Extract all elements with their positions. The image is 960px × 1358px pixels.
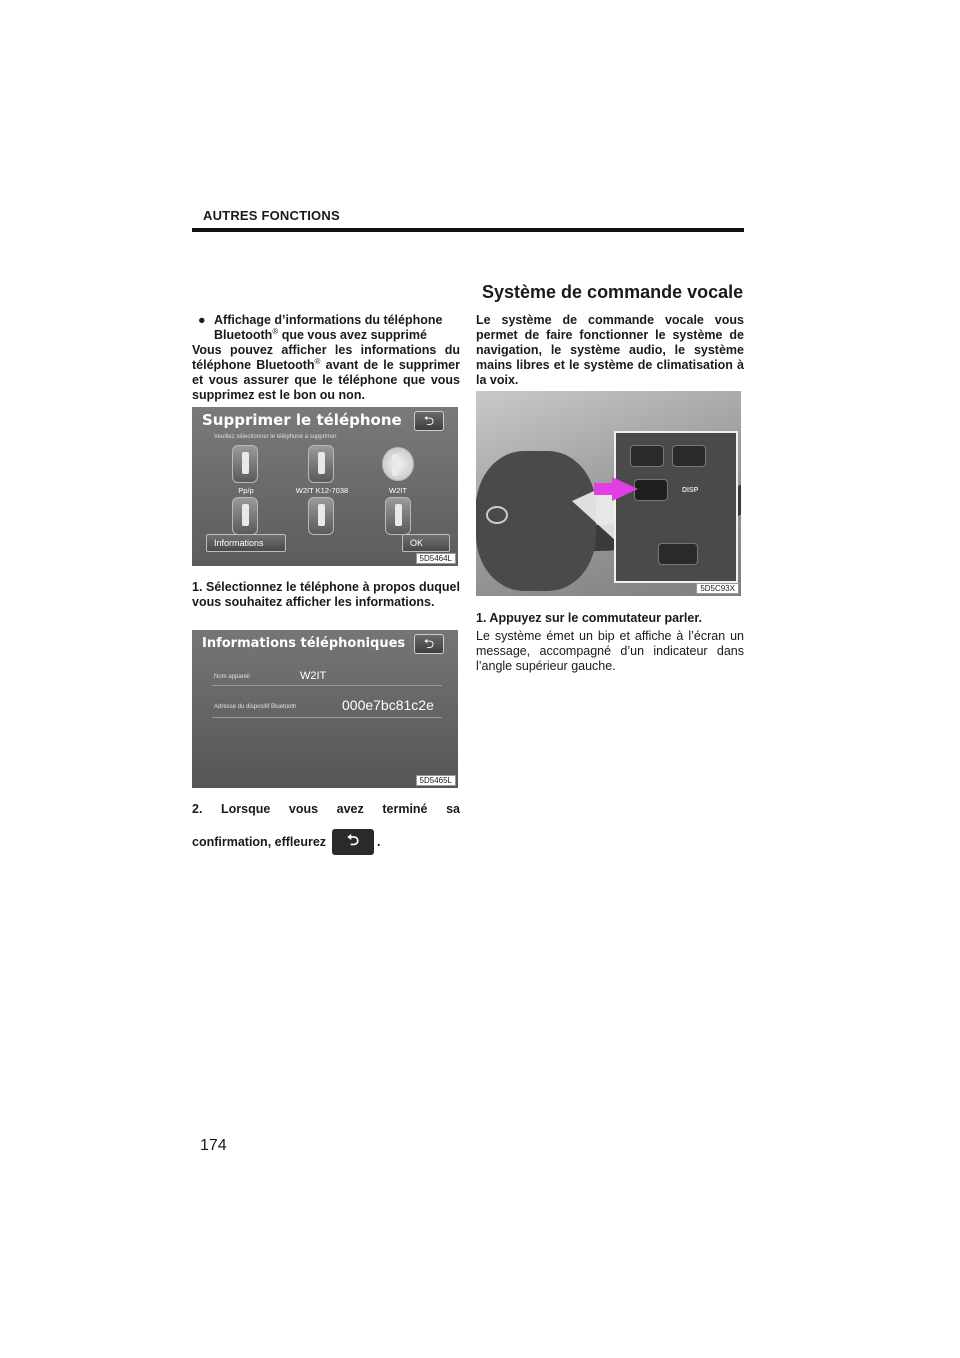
device-address-row — [212, 696, 442, 718]
phone-selected-icon[interactable] — [382, 447, 414, 481]
device-name-label: Nom appareil — [214, 674, 250, 680]
phone-empty-icon[interactable] — [232, 497, 258, 535]
page-number: 174 — [200, 1137, 227, 1154]
section-title: Système de commande vocale — [482, 282, 744, 302]
screen2-title: Informations téléphoniques — [202, 636, 406, 651]
info-button[interactable]: Informations — [206, 534, 286, 552]
screen2-back-button[interactable] — [414, 634, 444, 654]
intro-paragraph: Vous pouvez afficher les informations du téléphone Bluetooth® avant de le supprimer et vous assurer que le téléphone que vous supprimez est le bon ou non. — [192, 343, 460, 402]
bullet-text — [214, 313, 460, 343]
screen1-back-button[interactable] — [414, 411, 444, 431]
phone-switch-icon — [630, 445, 664, 467]
right-intro-paragraph: Le système de commande vocale vous permet de faire fonctionner le système de navigation, le système audio, le système mains libres et le système de climatisation à la voix. — [476, 313, 744, 387]
voice-switch-icon — [658, 543, 698, 565]
ok-button[interactable]: OK — [402, 534, 450, 552]
bullet-icon: ● — [198, 313, 206, 327]
step2-line1: 2. Lorsque vous avez terminé sa — [192, 802, 460, 816]
phone-icon[interactable] — [308, 445, 334, 483]
back-arrow-icon: ⮌ — [423, 413, 435, 428]
pointer-arrow-tail — [594, 483, 614, 495]
disp-label: DISP — [682, 487, 699, 494]
phone-empty-icon[interactable] — [308, 497, 334, 535]
back-button-icon: ⮌ — [332, 829, 374, 855]
screen1-subtitle: Veuillez sélectionner le téléphone à supprimer. — [214, 434, 338, 440]
phone-label: W2IT K12-7038 — [295, 486, 349, 495]
phone-switch-icon — [672, 445, 706, 467]
screen1-code: 5D5464L — [416, 553, 456, 564]
device-address-value: 000e7bc81c2e — [342, 697, 434, 713]
header-rule — [192, 228, 744, 232]
brand-logo-icon — [486, 506, 508, 524]
bullet-line-2: Bluetooth® que vous avez supprimé — [214, 326, 427, 342]
step1-left: 1. Sélectionnez le téléphone à propos duquel vous souhaitez afficher les informations. — [192, 580, 460, 609]
talk-switch-icon — [634, 479, 668, 501]
delete-phone-screen — [192, 407, 458, 566]
device-name-row — [212, 668, 442, 686]
step2-line2: confirmation, effleurez ⮌ . — [192, 829, 460, 855]
steering-wheel-image — [476, 391, 741, 596]
screen1-title: Supprimer le téléphone — [202, 411, 402, 429]
phone-info-screen — [192, 630, 458, 788]
device-name-value: W2IT — [300, 670, 327, 682]
header-title: AUTRES FONCTIONS — [203, 208, 340, 223]
device-address-label: Adresse du dispositif Bluetooth — [214, 704, 297, 710]
step1-right: 1. Appuyez sur le commutateur parler. — [476, 611, 702, 625]
pointer-arrow-icon — [612, 477, 638, 501]
screen3-code: 5D5C93X — [696, 583, 739, 594]
screen2-code: 5D5465L — [416, 775, 456, 786]
right-result-paragraph: Le système émet un bip et affiche à l’écran un message, accompagné d’un indicateur dans l’angle supérieur gauche. — [476, 629, 744, 673]
phone-label: Pp/p — [238, 486, 254, 495]
phone-empty-icon[interactable] — [385, 497, 411, 535]
phone-icon[interactable] — [232, 445, 258, 483]
back-arrow-icon: ⮌ — [423, 636, 435, 651]
switch-zoom-box — [614, 431, 738, 583]
bullet-line-1: Affichage d’informations du téléphone — [214, 313, 443, 327]
phone-label: W2IT — [389, 486, 407, 495]
